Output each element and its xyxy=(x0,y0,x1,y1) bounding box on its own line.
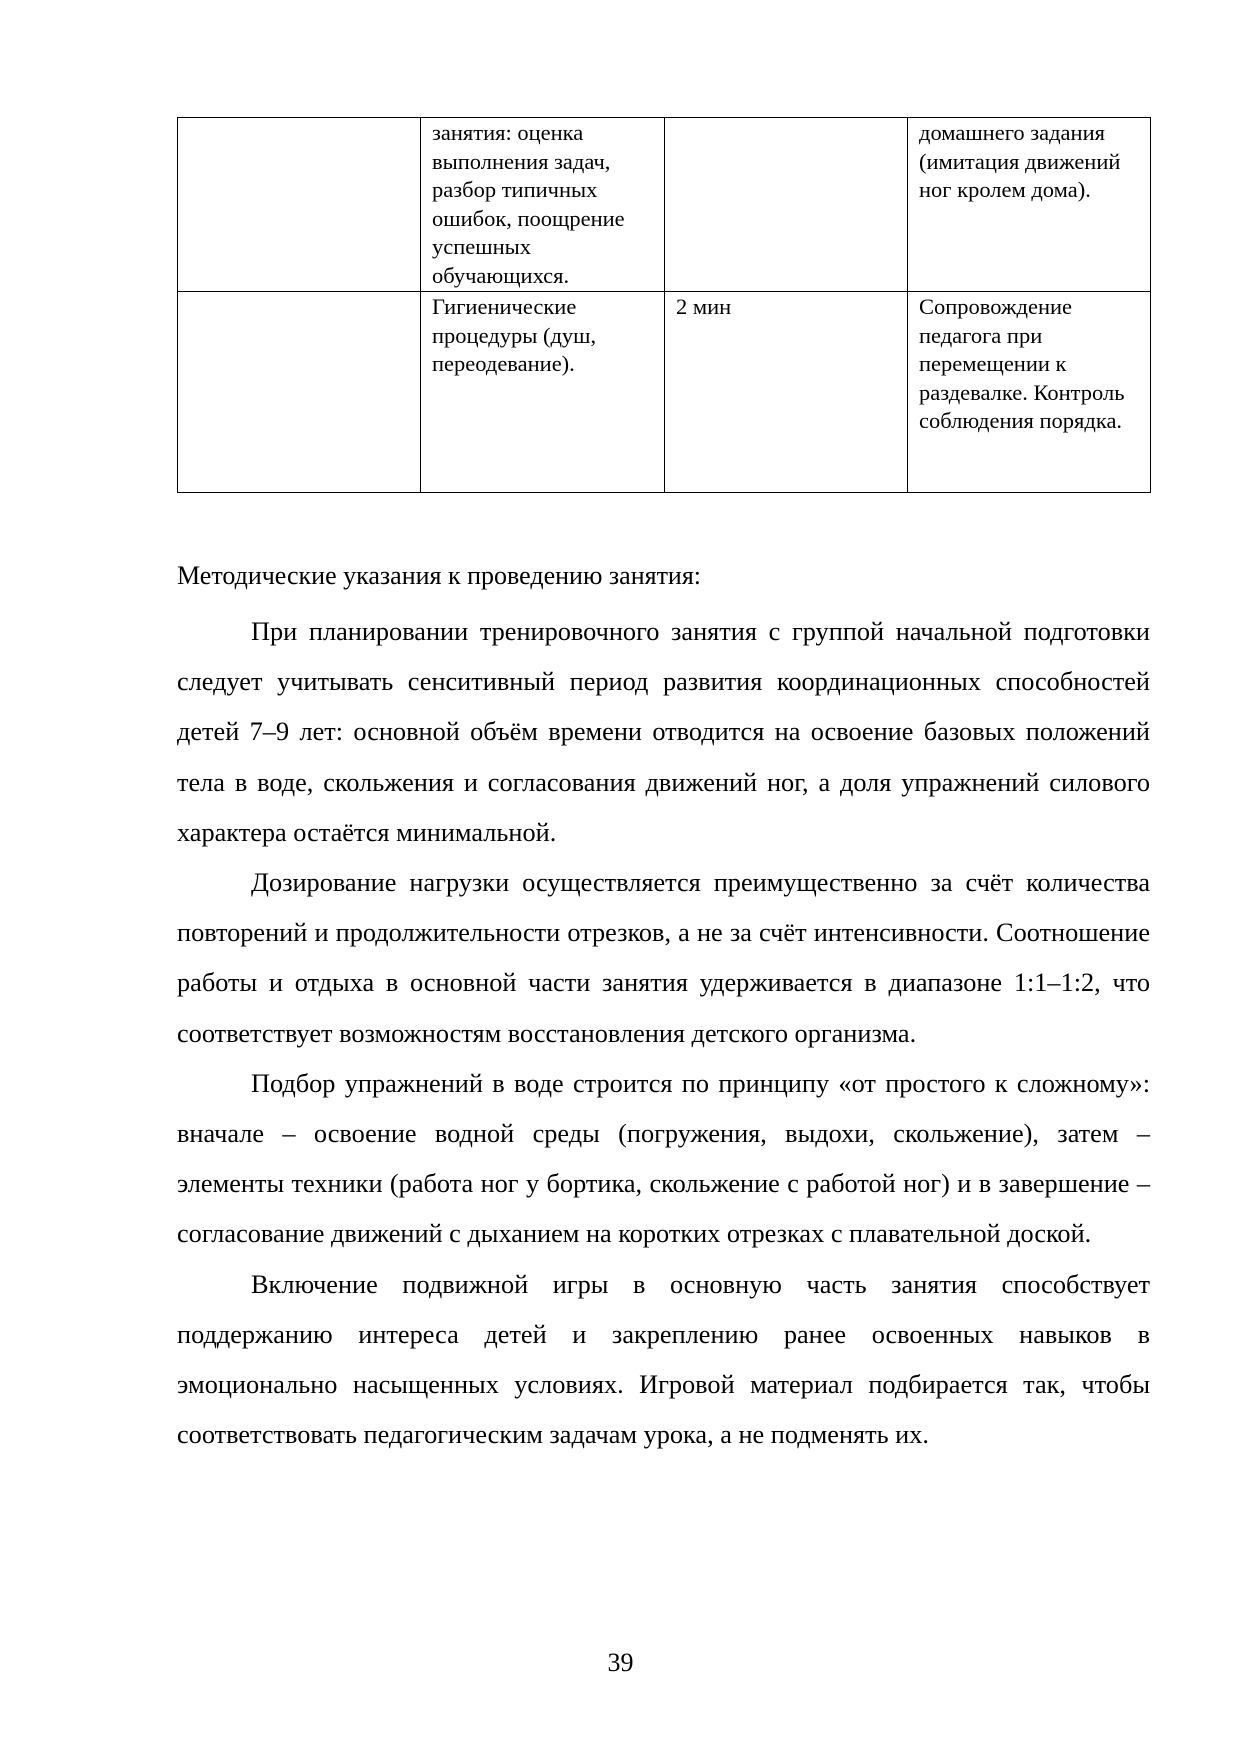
cell-text: Гигиенические процедуры (душ, переодевание). xyxy=(432,294,597,377)
table-cell xyxy=(178,292,421,493)
section-heading: Методические указания к проведению занятия: xyxy=(177,561,702,590)
cell-text: 2 мин xyxy=(676,294,732,319)
paragraph: Подбор упражнений в воде строится по принципу «от простого к сложному»: вначале – освоение водной среды (погружения, выдохи, скольжение), затем – элементы техники (работа ног у бортика, скольжение с работой ног) и в завершение – согласование движений с дыханием на коротких отрезках с плавательной доской. xyxy=(177,1068,1150,1249)
table-row xyxy=(178,118,1151,292)
paragraph: Включение подвижной игры в основную часть занятия способствует поддержанию интереса детей и закреплению ранее освоенных навыков в эмоционально насыщенных условиях. Игровой материал подбирается так, чтобы соответствовать педагогическим задачам урока, а не подменять их. xyxy=(177,1269,1150,1450)
table-row xyxy=(178,292,1151,493)
table-cell xyxy=(665,118,908,292)
cell-text: занятия: оценка выполнения задач, разбор типичных ошибок, поощрение успешных обучающихся. xyxy=(432,120,625,288)
lesson-plan-table xyxy=(177,117,1151,493)
paragraph: Дозирование нагрузки осуществляется преимущественно за счёт количества повторений и продолжительности отрезков, а не за счёт интенсивности. Соотношение работы и отдыха в основной части занятия удерживается в диапазоне 1:1–1:2, что соответствует возможностям восстановления детского организма. xyxy=(177,868,1150,1048)
table-cell xyxy=(421,118,665,292)
table-cell xyxy=(908,118,1151,292)
section-body xyxy=(177,607,1150,1460)
table-cell xyxy=(665,292,908,493)
cell-text: Сопровождение педагога при перемещении к раздевалке. Контроль соблюдения порядка. xyxy=(919,294,1125,434)
cell-text: домашнего задания (имитация движений ног кролем дома). xyxy=(919,120,1121,203)
lesson-plan-table-wrapper xyxy=(177,117,1150,493)
table-cell xyxy=(421,292,665,493)
table-cell xyxy=(178,118,421,292)
paragraph: При планировании тренировочного занятия с группой начальной подготовки следует учитывать сенситивный период развития координационных способностей детей 7–9 лет: основной объём времени отводится на освоение базовых положений тела в воде, скольжения и согласования движений ног, а доля упражнений силового характера остаётся минимальной. xyxy=(177,617,1150,847)
page-number: 39 xyxy=(607,1648,634,1677)
table-cell xyxy=(908,292,1151,493)
